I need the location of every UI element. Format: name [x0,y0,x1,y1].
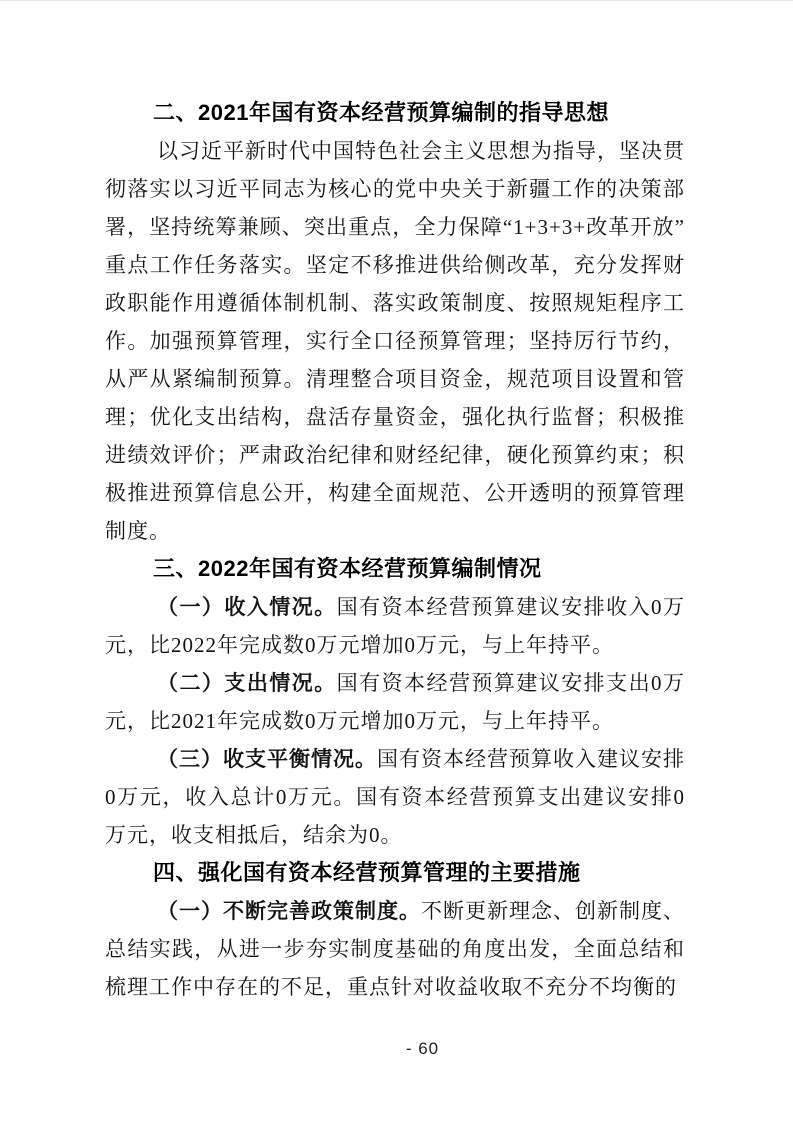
section-heading-2: 二、2021年国有资本经营预算编制的指导思想 [153,100,609,125]
paragraph-lead: （二）支出情况。 [157,671,337,695]
section-heading-3: 三、2022年国有资本经营预算编制情况 [153,556,542,581]
body-paragraph [105,892,685,1006]
body-paragraph [105,132,685,550]
document-content [0,1,793,1006]
paragraph-text: 以习近平新时代中国特色社会主义思想为指导，坚决贯彻落实以习近平同志为核心的党中央关于新疆工作的决策部署，坚持统筹兼顾、突出重点，全力保障“1+3+3+改革开放”重点工作任务落实。坚定不移推进供给侧改革，充分发挥财政职能作用遵循体制机制、落实政策制度、按照规矩程序工作。加强预算管理，实行全口径预算管理；坚持厉行节约，从严从紧编制预算。清理整合项目资金，规范项目设置和管理；优化支出结构，盘活存量资金，强化执行监督；积极推进绩效评价；严肃政治纪律和财经纪律，硬化预算约束；积极推进预算信息公开，构建全面规范、公开透明的预算管理制度。 [105,139,685,543]
paragraph-text: 国有资本经营预算收入建议安排0万元，收入总计0万元。国有资本经营预算支出建议安排0万元，收支相抵后，结余为0。 [105,747,685,847]
section-heading-4: 四、强化国有资本经营预算管理的主要措施 [153,860,581,885]
paragraph-text: 国有资本经营预算建议安排支出0万元，比2021年完成数0万元增加0万元，与上年持平。 [105,671,686,733]
paragraph-lead: （一）收入情况。 [157,595,337,619]
paragraph-lead: （三）收支平衡情况。 [157,747,377,771]
body-paragraph [105,588,685,664]
paragraph-lead: （一）不断完善政策制度。 [157,899,421,923]
page-number: - 60 [405,1039,440,1058]
body-paragraph [105,664,685,740]
paragraph-text: 国有资本经营预算建议安排收入0万元，比2022年完成数0万元增加0万元，与上年持平。 [105,595,686,657]
body-paragraph [105,740,685,854]
paragraph-text: 不断更新理念、创新制度、总结实践，从进一步夯实制度基础的角度出发，全面总结和梳理工作中存在的不足，重点针对收益收取不充分不均衡的 [105,899,685,999]
